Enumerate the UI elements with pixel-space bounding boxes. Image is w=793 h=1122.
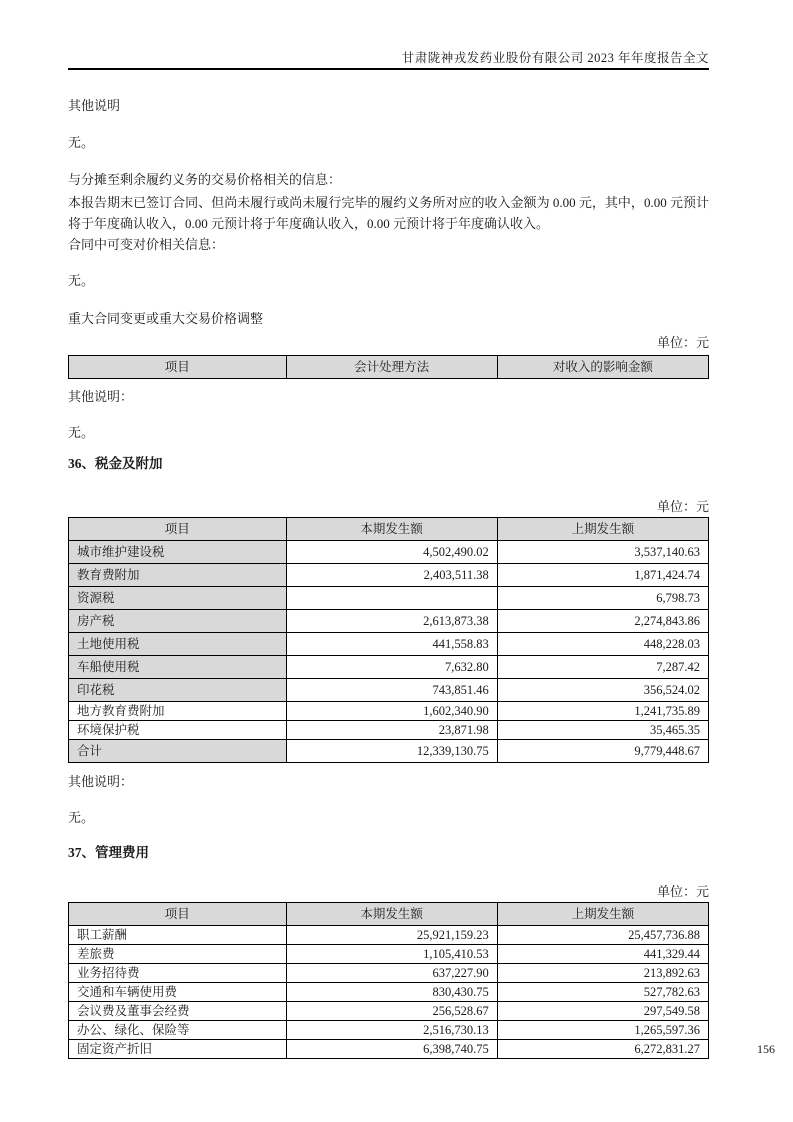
- table-row: [69, 656, 709, 679]
- table-row: [69, 564, 709, 587]
- row-item: 城市维护建设税: [69, 541, 287, 564]
- row-current-amount: 743,851.46: [286, 679, 497, 702]
- table-header-row: [69, 356, 709, 379]
- table-header-row: [69, 903, 709, 926]
- row-prior-amount: 35,465.35: [497, 721, 708, 740]
- row-current-amount: 2,403,511.38: [286, 564, 497, 587]
- allocation-paragraph: 本报告期末已签订合同、但尚未履行或尚未履行完毕的履约义务所对应的收入金额为 0.00 元，其中，0.00 元预计将于年度确认收入，0.00 元预计将于年度确认收入，0.00 元预计将于年度确认收入。: [68, 195, 709, 231]
- contract-change-table: [68, 355, 709, 379]
- row-item: 办公、绿化、保险等: [69, 1021, 287, 1040]
- row-current-amount: 1,105,410.53: [286, 945, 497, 964]
- row-item: 房产税: [69, 610, 287, 633]
- row-current-amount: 256,528.67: [286, 1002, 497, 1021]
- row-prior-amount: 1,241,735.89: [497, 702, 708, 721]
- row-prior-amount: 3,537,140.63: [497, 541, 708, 564]
- column-header-current-period: 本期发生额: [286, 518, 497, 541]
- table-row: [69, 587, 709, 610]
- table-row: [69, 983, 709, 1002]
- major-change-heading: 重大合同变更或重大交易价格调整: [68, 311, 264, 326]
- row-current-amount: 6,398,740.75: [286, 1040, 497, 1059]
- row-prior-amount: 1,265,597.36: [497, 1021, 708, 1040]
- row-current-amount: 830,430.75: [286, 983, 497, 1002]
- row-prior-amount: 527,782.63: [497, 983, 708, 1002]
- row-current-amount: 441,558.83: [286, 633, 497, 656]
- table-row: [69, 1040, 709, 1059]
- table-row: [69, 679, 709, 702]
- section-37-heading: 37、管理费用: [68, 845, 149, 860]
- row-prior-amount: 6,798.73: [497, 587, 708, 610]
- row-current-amount: 1,602,340.90: [286, 702, 497, 721]
- row-current-amount: 23,871.98: [286, 721, 497, 740]
- row-prior-amount: 7,287.42: [497, 656, 708, 679]
- unit-label: 单位：元: [656, 884, 709, 899]
- other-note-label: 其他说明：: [68, 389, 134, 404]
- row-current-amount: 2,613,873.38: [286, 610, 497, 633]
- admin-expense-table: [68, 902, 709, 1059]
- tax-surcharges-table: [68, 517, 709, 763]
- row-current-amount: 637,227.90: [286, 964, 497, 983]
- unit-label: 单位：元: [656, 335, 709, 350]
- row-current-amount: 25,921,159.23: [286, 926, 497, 945]
- column-header-prior-period: 上期发生额: [497, 903, 708, 926]
- row-prior-amount: 356,524.02: [497, 679, 708, 702]
- other-note-label: 其他说明: [68, 98, 121, 113]
- row-current-amount: 12,339,130.75: [286, 740, 497, 763]
- column-header-prior-period: 上期发生额: [497, 518, 708, 541]
- table-row: [69, 541, 709, 564]
- row-prior-amount: 6,272,831.27: [497, 1040, 708, 1059]
- header-rule: [68, 68, 709, 70]
- section-36-heading: 36、税金及附加: [68, 456, 163, 471]
- row-item: 车船使用税: [69, 656, 287, 679]
- none-text: 无。: [68, 273, 95, 288]
- row-item: 固定资产折旧: [69, 1040, 287, 1059]
- row-current-amount: [286, 587, 497, 610]
- table-row: [69, 740, 709, 763]
- table-row: [69, 964, 709, 983]
- row-prior-amount: 1,871,424.74: [497, 564, 708, 587]
- variable-price-heading: 合同中可变对价相关信息：: [68, 237, 225, 252]
- row-prior-amount: 213,892.63: [497, 964, 708, 983]
- page-number: 156: [757, 1042, 775, 1056]
- row-item: 交通和车辆使用费: [69, 983, 287, 1002]
- table-row: [69, 702, 709, 721]
- row-item: 会议费及董事会经费: [69, 1002, 287, 1021]
- column-header-accounting-method: 会计处理方法: [286, 356, 497, 379]
- row-item: 资源税: [69, 587, 287, 610]
- column-header-current-period: 本期发生额: [286, 903, 497, 926]
- row-prior-amount: 25,457,736.88: [497, 926, 708, 945]
- row-item: 差旅费: [69, 945, 287, 964]
- row-item: 印花税: [69, 679, 287, 702]
- column-header-revenue-impact: 对收入的影响金额: [497, 356, 708, 379]
- row-item: 合计: [69, 740, 287, 763]
- row-prior-amount: 448,228.03: [497, 633, 708, 656]
- row-item: 环境保护税: [69, 721, 287, 740]
- table-row: [69, 721, 709, 740]
- row-prior-amount: 441,329.44: [497, 945, 708, 964]
- report-header-title: 甘肃陇神戎发药业股份有限公司 2023 年年度报告全文: [401, 51, 709, 65]
- row-prior-amount: 2,274,843.86: [497, 610, 708, 633]
- row-current-amount: 7,632.80: [286, 656, 497, 679]
- table-row: [69, 1021, 709, 1040]
- page-content: [68, 0, 709, 1059]
- table-row: [69, 610, 709, 633]
- row-prior-amount: 297,549.58: [497, 1002, 708, 1021]
- row-current-amount: 4,502,490.02: [286, 541, 497, 564]
- row-item: 土地使用税: [69, 633, 287, 656]
- row-item: 职工薪酬: [69, 926, 287, 945]
- column-header-item: 项目: [69, 356, 287, 379]
- table-row: [69, 633, 709, 656]
- row-prior-amount: 9,779,448.67: [497, 740, 708, 763]
- other-note-label: 其他说明：: [68, 774, 134, 789]
- none-text: 无。: [68, 810, 95, 825]
- column-header-item: 项目: [69, 518, 287, 541]
- column-header-item: 项目: [69, 903, 287, 926]
- allocation-info-heading: 与分摊至剩余履约义务的交易价格相关的信息：: [68, 172, 342, 187]
- row-item: 业务招待费: [69, 964, 287, 983]
- unit-label: 单位：元: [656, 499, 709, 514]
- row-current-amount: 2,516,730.13: [286, 1021, 497, 1040]
- none-text: 无。: [68, 425, 95, 440]
- table-header-row: [69, 518, 709, 541]
- table-row: [69, 1002, 709, 1021]
- none-text: 无。: [68, 135, 95, 150]
- row-item: 教育费附加: [69, 564, 287, 587]
- table-row: [69, 945, 709, 964]
- table-row: [69, 926, 709, 945]
- row-item: 地方教育费附加: [69, 702, 287, 721]
